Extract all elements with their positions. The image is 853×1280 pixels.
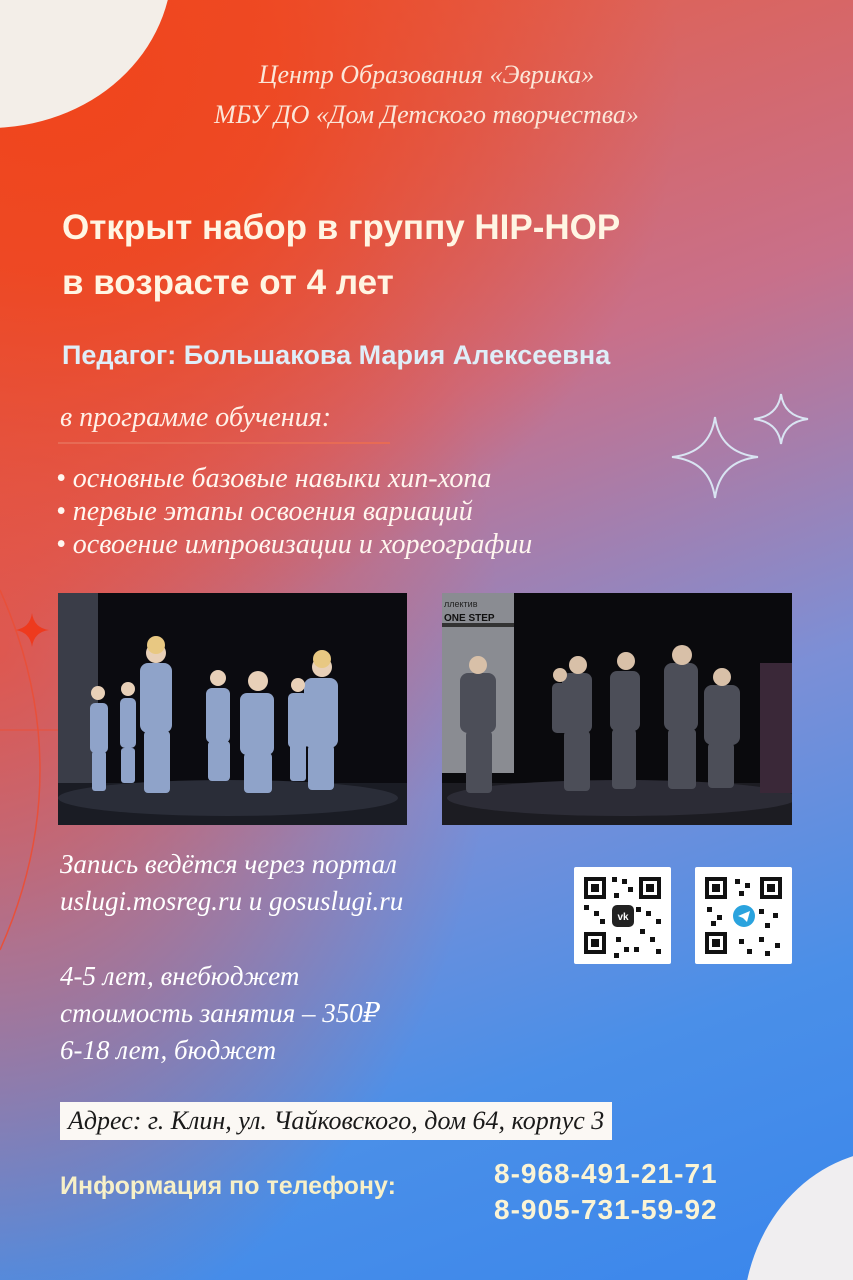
sparkle-small-icon bbox=[752, 392, 810, 446]
banner-text-1: ллектив bbox=[444, 599, 478, 609]
phone-number-2[interactable]: 8-905-731-59-92 bbox=[494, 1194, 718, 1225]
qr-code-telegram[interactable] bbox=[695, 867, 792, 964]
enrollment-info bbox=[60, 846, 403, 920]
headline-line-1: Открыт набор в группу HIP-HOP bbox=[62, 208, 621, 247]
address: Адрес: г. Клин, ул. Чайковского, дом 64, корпус 3 bbox=[60, 1102, 612, 1140]
arc-line-decoration bbox=[0, 580, 60, 960]
organization-line-2: МБУ ДО «Дом Детского творчества» bbox=[214, 100, 639, 129]
svg-text:vk: vk bbox=[617, 912, 629, 923]
pricing-line-1: 4-5 лет, внебюджет bbox=[60, 961, 300, 991]
corner-decoration-bottom-right bbox=[743, 1150, 853, 1280]
sparkle-large-icon bbox=[670, 415, 760, 500]
list-item: • первые этапы освоения вариаций bbox=[56, 496, 473, 527]
program-underline bbox=[58, 442, 390, 444]
teacher-name: Педагог: Большакова Мария Алексеевна bbox=[62, 340, 611, 370]
phone-number-1[interactable]: 8-968-491-21-71 bbox=[494, 1158, 718, 1189]
dance-photo-right bbox=[442, 593, 792, 825]
dance-photo-left bbox=[58, 593, 407, 825]
pricing-line-2: стоимость занятия – 350₽ bbox=[60, 998, 380, 1028]
phone-label: Информация по телефону: bbox=[60, 1172, 396, 1200]
pricing-info bbox=[60, 958, 380, 1069]
organization-line-1: Центр Образования «Эврика» bbox=[258, 60, 595, 89]
enrollment-line-1: Запись ведётся через портал bbox=[60, 849, 397, 879]
banner-text-2: ONE STEP bbox=[444, 613, 495, 624]
program-heading: в программе обучения: bbox=[60, 402, 332, 433]
enrollment-line-2: uslugi.mosreg.ru и gosuslugi.ru bbox=[60, 886, 404, 916]
program-list bbox=[56, 462, 532, 561]
pricing-line-3: 6-18 лет, бюджет bbox=[60, 1035, 277, 1065]
qr-code-vk[interactable] bbox=[574, 867, 671, 964]
list-item: • освоение импровизации и хореографии bbox=[56, 529, 533, 560]
headline bbox=[62, 200, 620, 310]
headline-line-2: в возрасте от 4 лет bbox=[62, 263, 394, 302]
list-item: • основные базовые навыки хип-хопа bbox=[56, 463, 492, 494]
